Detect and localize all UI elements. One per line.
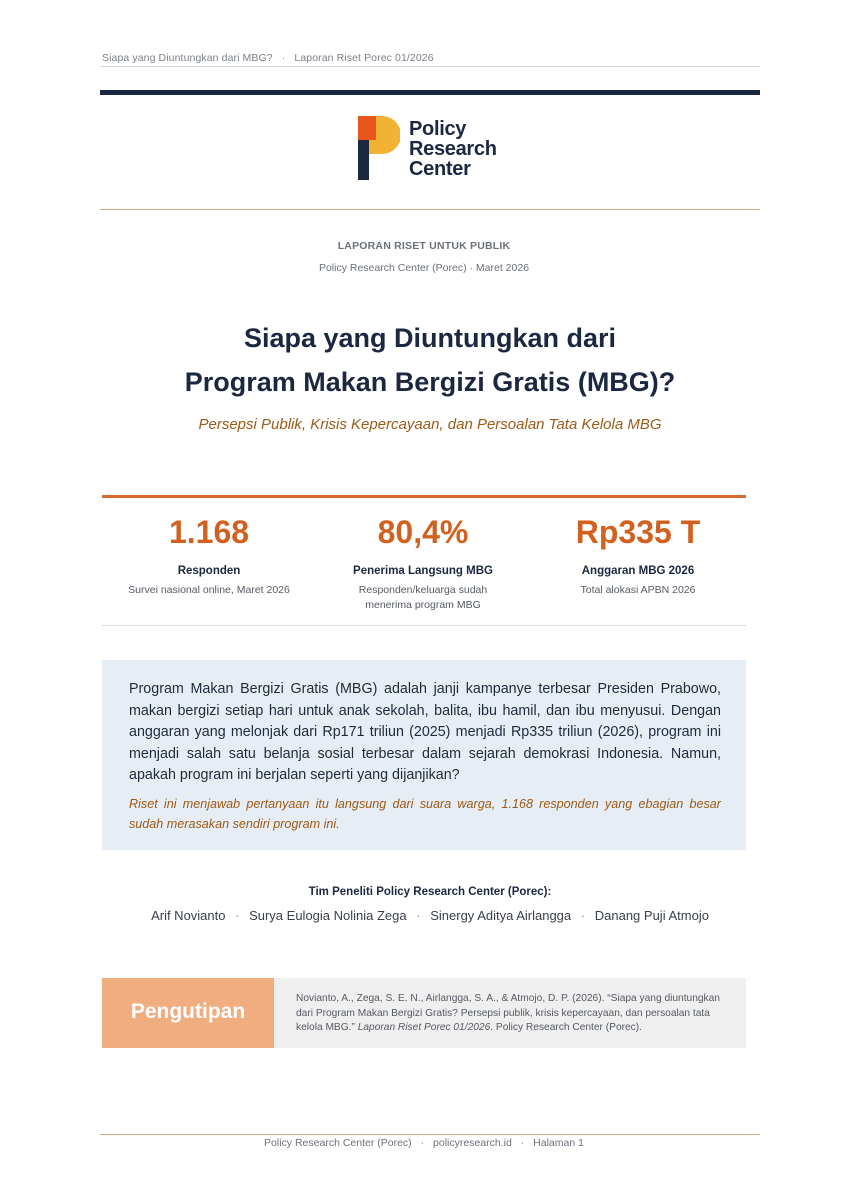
stat-value: Rp335 T [575, 514, 701, 550]
intro-emphasis: Riset ini menjawab pertanyaan itu langsung dari suara warga, 1.168 responden yang ebagian besar sudah merasakan sendiri program ini. [129, 797, 721, 831]
header-divider [100, 66, 760, 67]
header-thick-bar [100, 90, 760, 95]
logo-line-2: Research [409, 138, 497, 160]
stat-note: Survei nasional online, Maret 2026 [128, 584, 290, 596]
stat-note: Total alokasi APBN 2026 [580, 584, 696, 596]
team-member: Surya Eulogia Nolinia Zega [249, 908, 407, 923]
stat-note: Responden/keluarga sudah menerima program MBG [358, 584, 488, 611]
stat-direct-recipients [316, 512, 530, 613]
running-header-title: Siapa yang Diuntungkan dari MBG? [102, 52, 273, 64]
team-members [0, 908, 848, 923]
stat-label: Anggaran MBG 2026 [581, 565, 695, 577]
running-header-report-id: Laporan Riset Porec 01/2026 [294, 52, 434, 64]
team-member: Arif Novianto [151, 908, 226, 923]
citation-text-series: Laporan Riset Porec 01/2026 [357, 1022, 491, 1033]
logo-wordmark [409, 119, 497, 179]
stat-label: Penerima Langsung MBG [353, 565, 493, 577]
footer-org: Policy Research Center (Porec) [264, 1137, 412, 1149]
logo-line-3: Center [409, 158, 471, 180]
logo-line-1: Policy [409, 118, 467, 140]
running-header [102, 52, 434, 64]
stat-budget [531, 512, 745, 598]
footer-page-number: Halaman 1 [533, 1137, 584, 1149]
stats-bottom-rule [102, 625, 746, 626]
running-header-separator: · [281, 52, 286, 64]
team-member: Sinergy Aditya Airlangga [430, 908, 572, 923]
footer-separator: · [520, 1137, 525, 1149]
stat-value: 1.168 [168, 514, 250, 550]
citation-text [296, 992, 728, 1036]
team-member: Danang Puji Atmojo [594, 908, 709, 923]
report-subtitle: Persepsi Publik, Krisis Kepercayaan, dan Persoalan Tata Kelola MBG [198, 416, 662, 433]
citation-text-end: . Policy Research Center (Porec). [490, 1022, 642, 1033]
team-separator: · [416, 908, 421, 923]
policy-research-center-logo [358, 116, 508, 182]
footer-website-link[interactable]: policyresearch.id [433, 1137, 512, 1149]
footer-separator: · [420, 1137, 425, 1149]
stat-value: 80,4% [377, 514, 469, 550]
intro-paragraph: Program Makan Bergizi Gratis (MBG) adalah janji kampanye terbesar Presiden Prabowo, makan bergizi setiap hari untuk anak sekolah, balita, ibu hamil, dan ibu menyusui. Dengan anggaran yang melonjak dari Rp171 triliun (2025) menjadi Rp335 triliun (2026), program ini menjadi salah satu belanja sosial terbesar dalam sejarah demokrasi Indonesia. Namun, apakah program ini berjalan seperti yang dijanjikan? [129, 681, 721, 783]
citation-body-box [274, 978, 746, 1048]
logo-divider [100, 209, 760, 210]
report-org-date: Policy Research Center (Porec) · Maret 2026 [318, 262, 530, 274]
page-footer [0, 1137, 848, 1149]
stat-respondents [102, 512, 316, 598]
report-title [0, 316, 848, 404]
report-kicker: LAPORAN RISET UNTUK PUBLIK [337, 240, 511, 252]
team-heading: Tim Peneliti Policy Research Center (Porec): [308, 886, 552, 898]
team-separator: · [235, 908, 240, 923]
report-title-line-1: Siapa yang Diuntungkan dari [243, 323, 617, 353]
logo-p-mark-icon [358, 116, 400, 180]
citation-text-main: Novianto, A., Zega, S. E. N., Airlangga, S. A., & Atmojo, D. P. (2026). “Siapa yang diuntungkan dari Program Makan Bergizi Gratis? Persepsi publik, krisis kepercayaan, dan persoalan tata kelola MBG.” [296, 993, 720, 1033]
citation-label: Pengutipan [130, 1000, 246, 1023]
stat-label: Responden [177, 565, 241, 577]
report-title-line-2: Program Makan Bergizi Gratis (MBG)? [184, 367, 676, 397]
stats-top-rule [102, 495, 746, 498]
intro-box [102, 660, 746, 850]
team-separator: · [580, 908, 586, 923]
citation-label-box [102, 978, 274, 1048]
footer-divider [100, 1134, 760, 1135]
